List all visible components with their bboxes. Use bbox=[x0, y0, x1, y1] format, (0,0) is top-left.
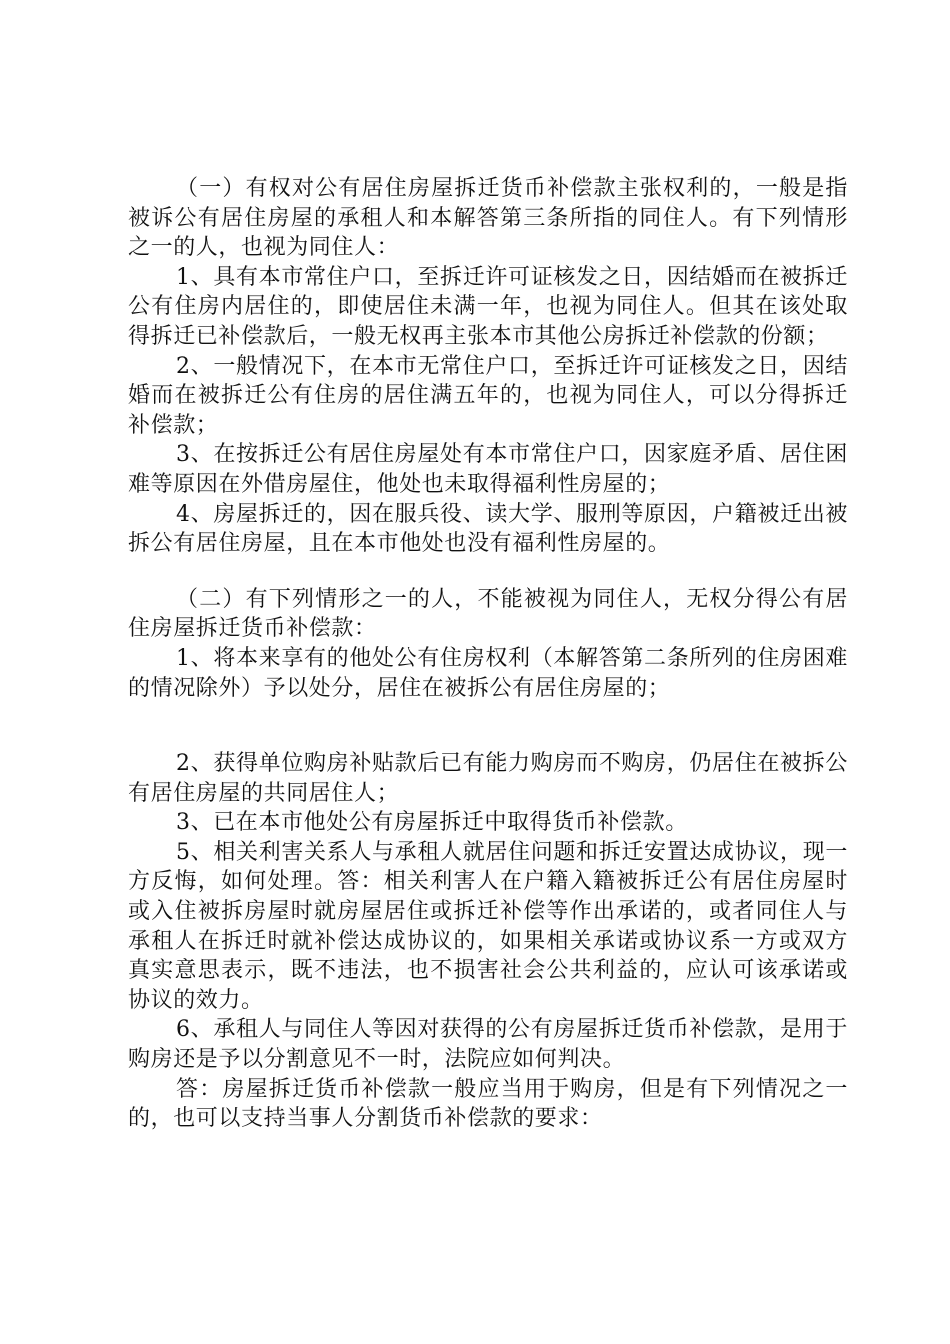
section1-item-4: 4、房屋拆迁的，因在服兵役、读大学、服刑等原因，户籍被迁出被拆公有居住房屋，且在本市他处也没有福利性房屋的。 bbox=[128, 501, 848, 557]
section1-heading: （一）有权对公有居住房屋拆迁货币补偿款主张权利的，一般是指被诉公有居住房屋的承租人和本解答第三条所指的同住人。有下列情形之一的人，也视为同住人： bbox=[128, 176, 848, 261]
section2-item-2: 2、获得单位购房补贴款后已有能力购房而不购房，仍居住在被拆公有居住房屋的共同居住人； bbox=[128, 751, 848, 806]
document-body bbox=[128, 174, 848, 1134]
paragraph-gap bbox=[128, 703, 848, 749]
question-5: 5、相关利害关系人与承租人就居住问题和拆迁安置达成协议，现一方反悔，如何处理。答：相关利害人在户籍入籍被拆迁公有居住房屋时或入住被拆房屋时就房屋居住或拆迁补偿等作出承诺的，或者同住人与承租人在拆迁时就补偿达成协议的，如果相关承诺或协议系一方或双方真实意思表示，既不违法，也不损害社会公共利益的，应认可该承诺或协议的效力。 bbox=[128, 839, 848, 1013]
question-6: 6、承租人与同住人等因对获得的公有房屋拆迁货币补偿款，是用于购房还是予以分割意见不一时，法院应如何判决。 bbox=[128, 1017, 848, 1073]
section1-item-1: 1、具有本市常住户口，至拆迁许可证核发之日，因结婚而在被拆迁公有住房内居住的，即使居住未满一年，也视为同住人。但其在该处取得拆迁已补偿款后，一般无权再主张本市其他公房拆迁补偿款的份额； bbox=[128, 264, 848, 349]
section1-item-3: 3、在按拆迁公有居住房屋处有本市常住户口，因家庭矛盾、居住困难等原因在外借房屋住，他处也未取得福利性房屋的； bbox=[128, 442, 848, 497]
section2-heading: （二）有下列情形之一的人，不能被视为同住人，无权分得公有居住房屋拆迁货币补偿款： bbox=[128, 586, 848, 642]
section1-item-2: 2、一般情况下，在本市无常住户口，至拆迁许可证核发之日，因结婚而在被拆迁公有住房的居住满五年的，也视为同住人，可以分得拆迁补偿款； bbox=[128, 353, 848, 438]
answer-6: 答：房屋拆迁货币补偿款一般应当用于购房，但是有下列情况之一的，也可以支持当事人分割货币补偿款的要求： bbox=[128, 1076, 848, 1132]
section2-item-1: 1、将本来享有的他处公有住房权利（本解答第二条所列的住房困难的情况除外）予以处分，居住在被拆公有居住房屋的； bbox=[128, 645, 848, 701]
paragraph-gap bbox=[128, 559, 848, 585]
section2-item-3: 3、已在本市他处公有房屋拆迁中取得货币补偿款。 bbox=[176, 810, 688, 836]
